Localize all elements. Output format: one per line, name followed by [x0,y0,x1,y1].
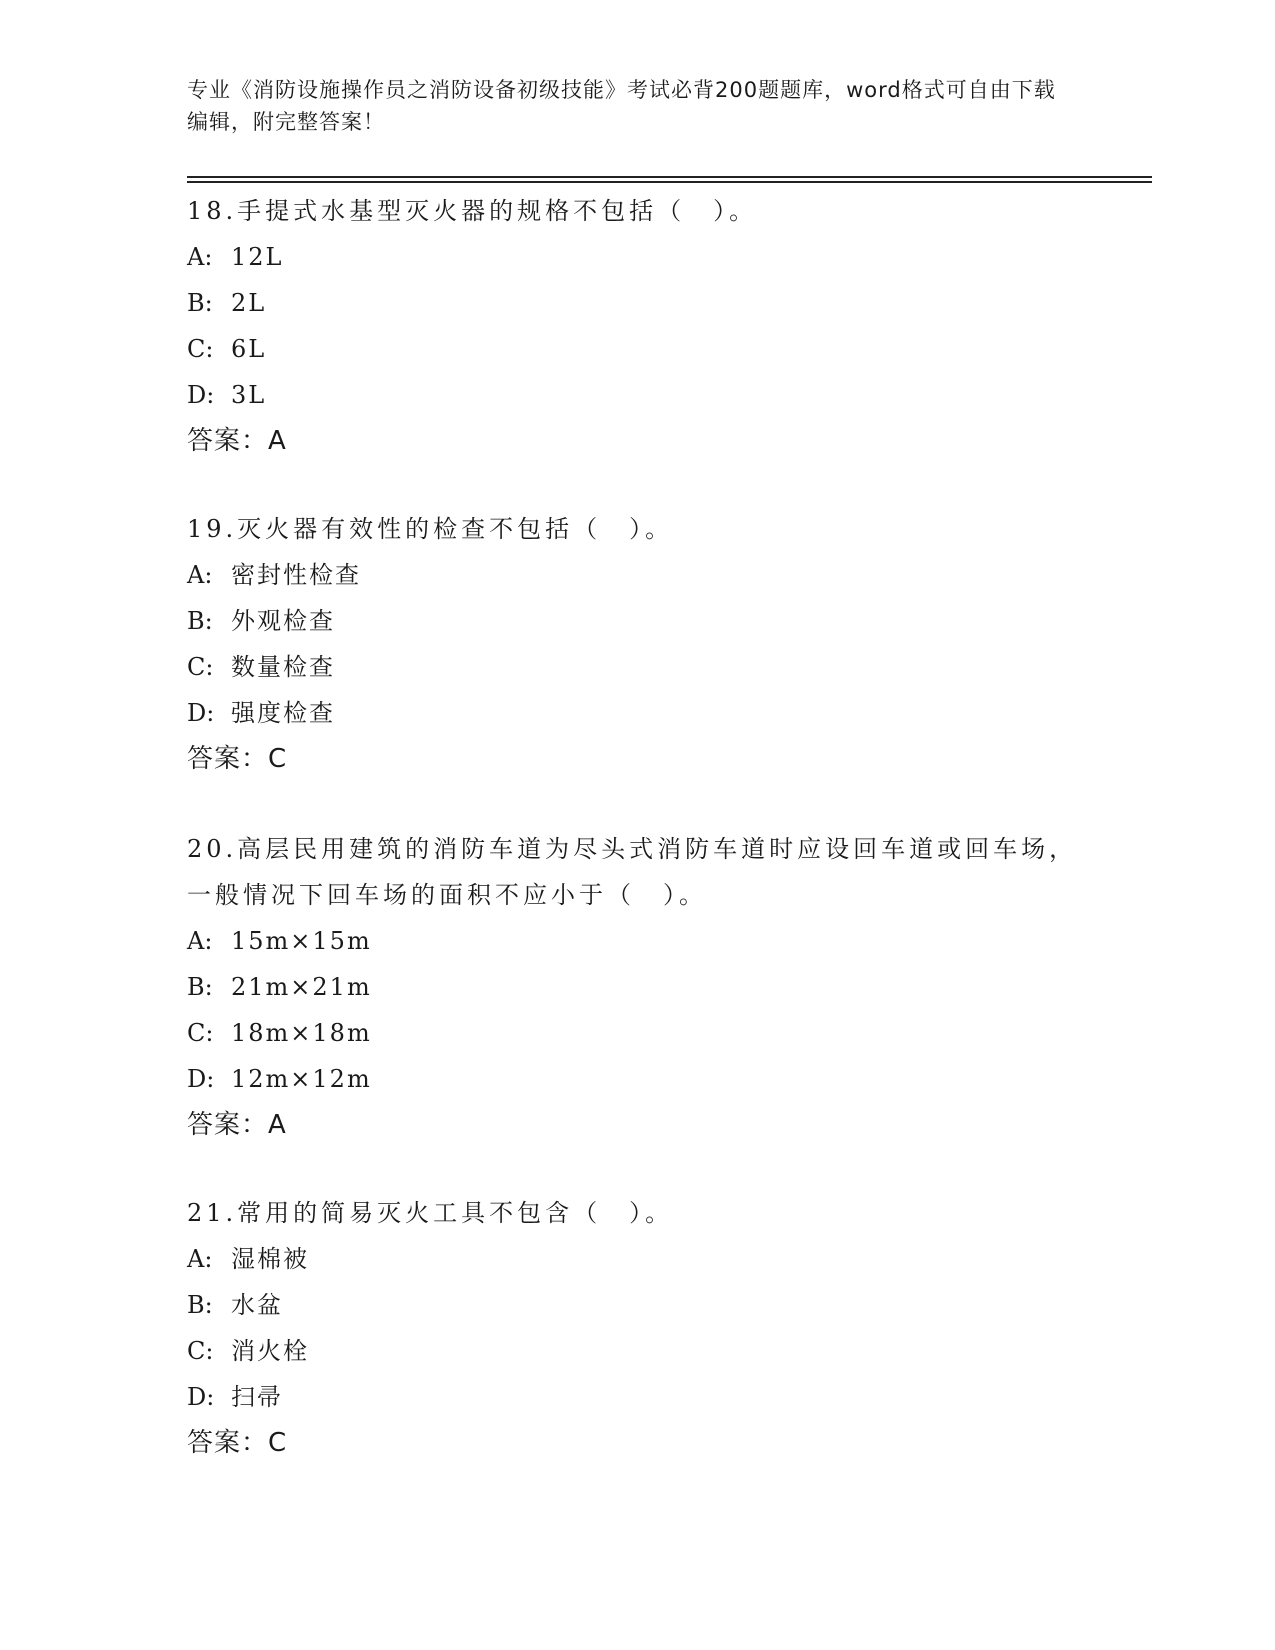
option-text: 21m×21m [231,973,372,1001]
option-text: 12m×12m [231,1065,372,1093]
option-c [187,1010,1087,1056]
option-text: 15m×15m [231,927,372,955]
option-letter: A: [187,1245,213,1273]
option-d [187,1056,1087,1102]
option-letter: B: [187,289,213,317]
option-text: 密封性检查 [231,561,361,589]
question-stem: 20.高层民用建筑的消防车道为尽头式消防车道时应设回车道或回车场，一般情况下回车场的面积不应小于（ ）。 [187,835,1078,909]
option-a [187,1236,1087,1282]
option-text: 外观检查 [231,607,335,635]
answer-line: 答案：A [187,1110,287,1140]
document-header: 专业《消防设施操作员之消防设备初级技能》考试必背200题题库，word格式可自由下载编辑，附完整答案！ [187,78,1056,134]
option-a [187,918,1087,964]
option-letter: C: [187,1019,214,1047]
option-c [187,644,1087,690]
question-21 [187,1190,1087,1466]
option-b [187,280,1087,326]
option-letter: C: [187,1337,214,1365]
option-text: 扫帚 [231,1383,283,1411]
question-19 [187,506,1087,782]
option-text: 18m×18m [231,1019,372,1047]
option-c [187,1328,1087,1374]
answer-line: 答案：C [187,1428,288,1458]
option-d [187,690,1087,736]
option-a [187,234,1087,280]
option-text: 消火栓 [231,1337,309,1365]
question-20 [187,826,1087,1148]
option-text: 水盆 [231,1291,283,1319]
option-letter: B: [187,973,213,1001]
option-text: 3L [231,381,267,409]
option-letter: D: [187,381,215,409]
answer-line: 答案：A [187,426,287,456]
option-letter: D: [187,1065,215,1093]
header-divider-top [187,176,1152,178]
question-stem: 21.常用的简易灭火工具不包含（ ）。 [187,1199,674,1227]
answer-line: 答案：C [187,744,288,774]
option-b [187,1282,1087,1328]
option-letter: A: [187,927,213,955]
header-divider-bottom [187,181,1152,183]
option-text: 12L [231,243,284,271]
option-d [187,1374,1087,1420]
option-text: 2L [231,289,267,317]
option-letter: A: [187,561,213,589]
option-d [187,372,1087,418]
option-b [187,964,1087,1010]
option-text: 数量检查 [231,653,335,681]
option-letter: D: [187,1383,215,1411]
option-text: 强度检查 [231,699,335,727]
option-letter: D: [187,699,215,727]
option-text: 6L [231,335,267,363]
option-letter: C: [187,335,214,363]
option-text: 湿棉被 [231,1245,309,1273]
question-stem: 19.灭火器有效性的检查不包括（ ）。 [187,515,674,543]
option-letter: B: [187,607,213,635]
option-letter: B: [187,1291,213,1319]
option-c [187,326,1087,372]
question-18 [187,188,1087,464]
option-letter: A: [187,243,213,271]
option-a [187,552,1087,598]
question-stem: 18.手提式水基型灭火器的规格不包括（ ）。 [187,197,758,225]
option-letter: C: [187,653,214,681]
option-b [187,598,1087,644]
